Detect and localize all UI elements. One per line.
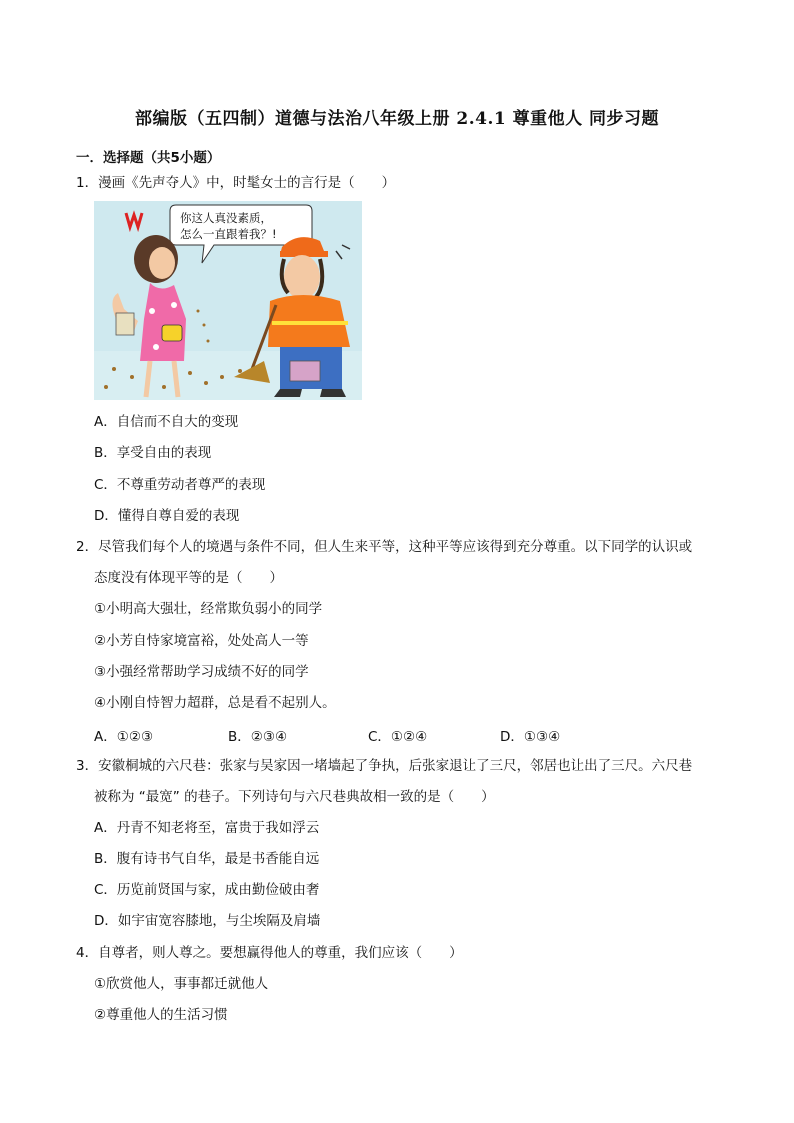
q2-option-b: B．②③④ [228,729,288,745]
q2-item-1: ①小明高大强壮，经常欺负弱小的同学 [94,601,323,617]
q2-option-a: A．①②③ [94,729,154,745]
document-title: 部编版（五四制）道德与法治八年级上册 2.4.1 尊重他人 同步习题 [134,109,660,129]
section-heading: 一．选择题（共5小题） [76,150,221,166]
q2-item-3: ③小强经常帮助学习成绩不好的同学 [94,664,309,680]
q4-item-1: ①欣赏他人，事事都迁就他人 [94,976,269,992]
q2-option-c: C．①②④ [368,729,428,745]
question-4-stem: 4．自尊者，则人尊之。要想赢得他人的尊重，我们应该（ ） [76,945,463,961]
speech-line-2: 怎么一直跟着我？! [180,227,277,241]
q1-option-c: C．不尊重劳动者尊严的表现 [94,477,266,493]
question-1-stem: 1．漫画《先声夺人》中，时髦女士的言行是（ ） [76,175,396,191]
q1-option-a: A．自信而不自大的变现 [94,414,239,430]
q3-option-b: B．腹有诗书气自华，最是书香能自远 [94,851,320,867]
question-2-stem-line-1: 2．尽管我们每个人的境遇与条件不同，但人生来平等，这种平等应该得到充分尊重。以下同学的认识或 [76,539,693,555]
q3-option-a: A．丹青不知老将至，富贵于我如浮云 [94,820,320,836]
q1-option-b: B．享受自由的表现 [94,445,212,461]
q2-item-4: ④小刚自恃智力超群，总是看不起别人。 [94,695,336,711]
question-3-stem-line-1: 3．安徽桐城的六尺巷：张家与吴家因一堵墙起了争执，后张家退让了三尺，邻居也让出了三尺。六尺巷 [76,758,693,774]
cartoon-image [94,201,362,400]
q2-option-d: D．①③④ [500,729,561,745]
q3-option-d: D．如宇宙宽容膝地，与尘埃隔及肩墙 [94,913,321,929]
speech-line-1: 你这人真没素质， [180,211,272,225]
q1-option-d: D．懂得自尊自爱的表现 [94,508,240,524]
question-3-stem-line-2: 被称为 “最宽” 的巷子。下列诗句与六尺巷典故相一致的是（ ） [94,789,495,805]
q2-item-2: ②小芳自恃家境富裕，处处高人一等 [94,633,309,649]
question-2-stem-line-2: 态度没有体现平等的是（ ） [94,570,283,586]
q4-item-2: ②尊重他人的生活习惯 [94,1007,228,1023]
q3-option-c: C．历览前贤国与家，成由勤俭破由奢 [94,882,320,898]
